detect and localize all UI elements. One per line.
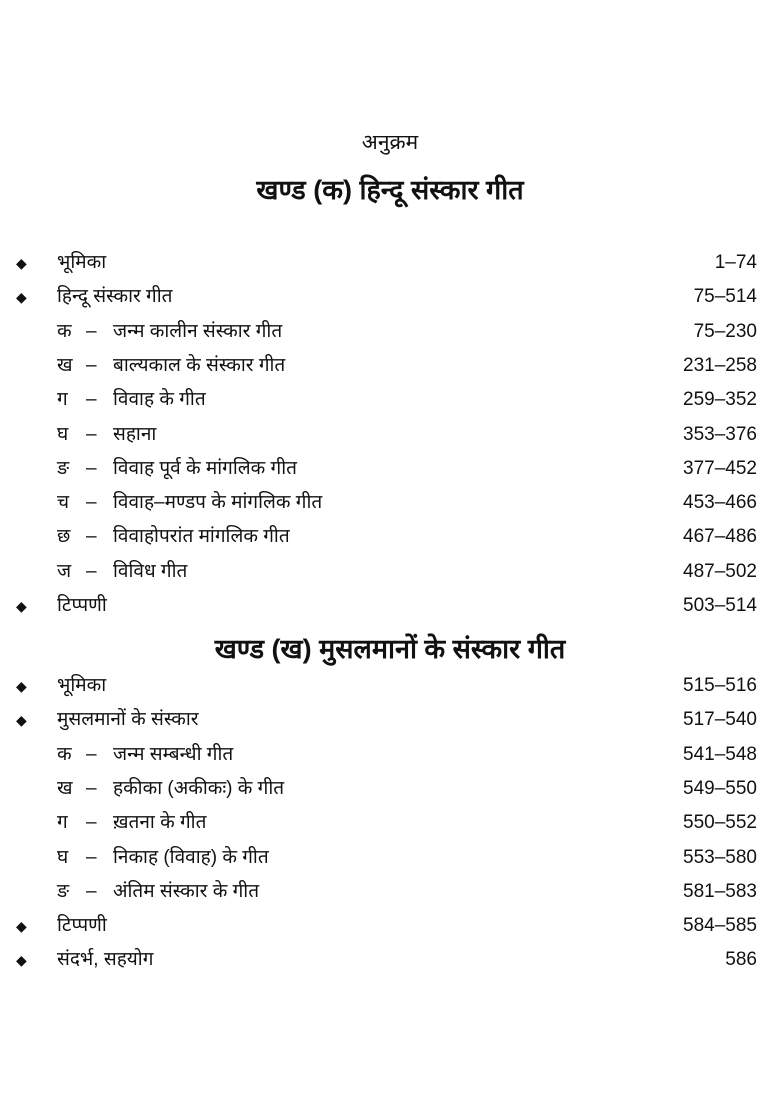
entry-letter: घ (57, 423, 69, 445)
entry-pages: 541–548 (683, 743, 757, 765)
entry-letter: ङ (57, 457, 70, 479)
bullet-icon: ◆ (16, 678, 27, 694)
entry-label: विवाह के गीत (113, 389, 206, 411)
entry-dash: – (86, 846, 97, 868)
entry-pages: 1–74 (714, 252, 757, 273)
entry-label: निकाह (विवाह) के गीत (113, 846, 269, 868)
entry-pages: 503–514 (683, 595, 757, 616)
entry-label: विवाहोपरांत मांगलिक गीत (113, 526, 290, 548)
entry-letter: घ (57, 846, 69, 868)
entry-dash: – (86, 389, 97, 411)
entry-label: भूमिका (57, 675, 107, 696)
entry-label: जन्म कालीन संस्कार गीत (113, 320, 283, 342)
entry-pages: 584–585 (683, 915, 757, 937)
toc-entry[interactable] (0, 351, 780, 381)
bullet-icon: ◆ (16, 712, 27, 729)
toc-entry[interactable] (0, 591, 780, 621)
section-title: खण्ड (क) हिन्दू संस्कार गीत (256, 175, 524, 205)
entry-pages: 259–352 (683, 389, 757, 411)
toc-entry[interactable] (0, 488, 780, 518)
entry-pages: 586 (725, 949, 757, 971)
bullet-icon: ◆ (16, 918, 27, 935)
entry-dash: – (86, 423, 97, 445)
entry-pages: 453–466 (683, 492, 757, 514)
toc-entry[interactable] (0, 843, 780, 873)
toc-entry[interactable] (0, 522, 780, 552)
entry-label: ख़तना के गीत (113, 812, 207, 834)
entry-pages: 353–376 (683, 423, 757, 445)
toc-entry[interactable] (0, 774, 780, 804)
entry-dash: – (86, 354, 97, 376)
entry-letter: ज (57, 560, 72, 582)
entry-label: विविध गीत (113, 560, 188, 582)
entry-pages: 553–580 (683, 846, 757, 868)
entry-dash: – (86, 560, 97, 582)
toc-entry[interactable] (0, 671, 780, 701)
toc-entry[interactable] (0, 740, 780, 770)
entry-label: हकीका (अकीकः) के गीत (113, 777, 285, 799)
bullet-icon: ◆ (16, 952, 27, 969)
entry-dash: – (86, 526, 97, 548)
entry-pages: 517–540 (683, 709, 757, 731)
entry-label: टिप्पणी (57, 915, 107, 937)
entry-dash: – (86, 777, 97, 799)
toc-entry[interactable] (0, 385, 780, 415)
toc-entry[interactable] (0, 808, 780, 838)
toc-entry[interactable] (0, 945, 780, 975)
entry-label: सहाना (113, 423, 157, 445)
entry-pages: 75–230 (693, 320, 757, 342)
entry-pages: 377–452 (683, 457, 757, 479)
entry-letter: ख (57, 777, 73, 799)
toc-entry[interactable] (0, 248, 780, 278)
entry-label: मुसलमानों के संस्कार (57, 709, 199, 731)
entry-letter: छ (57, 526, 71, 548)
entry-pages: 581–583 (683, 880, 757, 902)
entry-letter: ङ (57, 880, 70, 902)
entry-dash: – (86, 812, 97, 834)
entry-dash: – (86, 457, 97, 479)
entry-label: विवाह–मण्डप के मांगलिक गीत (113, 492, 323, 514)
page-heading: अनुक्रम (361, 131, 419, 154)
entry-dash: – (86, 743, 97, 765)
toc-entry[interactable] (0, 877, 780, 907)
entry-dash: – (86, 492, 97, 514)
toc-entry[interactable] (0, 454, 780, 484)
entry-pages: 550–552 (683, 812, 757, 834)
entry-label: जन्म सम्बन्धी गीत (113, 743, 234, 765)
bullet-icon: ◆ (16, 255, 27, 271)
toc-entry[interactable] (0, 282, 780, 312)
entry-label: संदर्भ, सहयोग (57, 949, 154, 971)
entry-label: टिप्पणी (57, 595, 107, 616)
entry-letter: क (57, 743, 72, 765)
entry-letter: ग (57, 812, 68, 834)
entry-pages: 549–550 (683, 777, 757, 799)
entry-letter: ग (57, 389, 68, 411)
bullet-icon: ◆ (16, 289, 27, 306)
entry-label: हिन्दू संस्कार गीत (57, 286, 173, 308)
entry-dash: – (86, 880, 97, 902)
toc-entry[interactable] (0, 705, 780, 735)
toc-entry[interactable] (0, 420, 780, 450)
entry-pages: 231–258 (683, 354, 757, 376)
bullet-icon: ◆ (16, 598, 27, 614)
entry-letter: च (57, 492, 70, 514)
entry-letter: ख (57, 354, 73, 376)
entry-pages: 487–502 (683, 560, 757, 582)
entry-label: अंतिम संस्कार के गीत (113, 880, 260, 902)
entry-label: विवाह पूर्व के मांगलिक गीत (113, 457, 297, 479)
entry-label: भूमिका (57, 252, 107, 273)
entry-label: बाल्यकाल के संस्कार गीत (113, 354, 286, 376)
section-title: खण्ड (ख) मुसलमानों के संस्कार गीत (214, 634, 566, 664)
toc-entry[interactable] (0, 557, 780, 587)
toc-entry[interactable] (0, 911, 780, 941)
entry-pages: 467–486 (683, 526, 757, 548)
toc-entry[interactable] (0, 317, 780, 347)
entry-pages: 75–514 (693, 286, 757, 308)
entry-dash: – (86, 320, 97, 342)
entry-letter: क (57, 320, 72, 342)
entry-pages: 515–516 (683, 675, 757, 696)
